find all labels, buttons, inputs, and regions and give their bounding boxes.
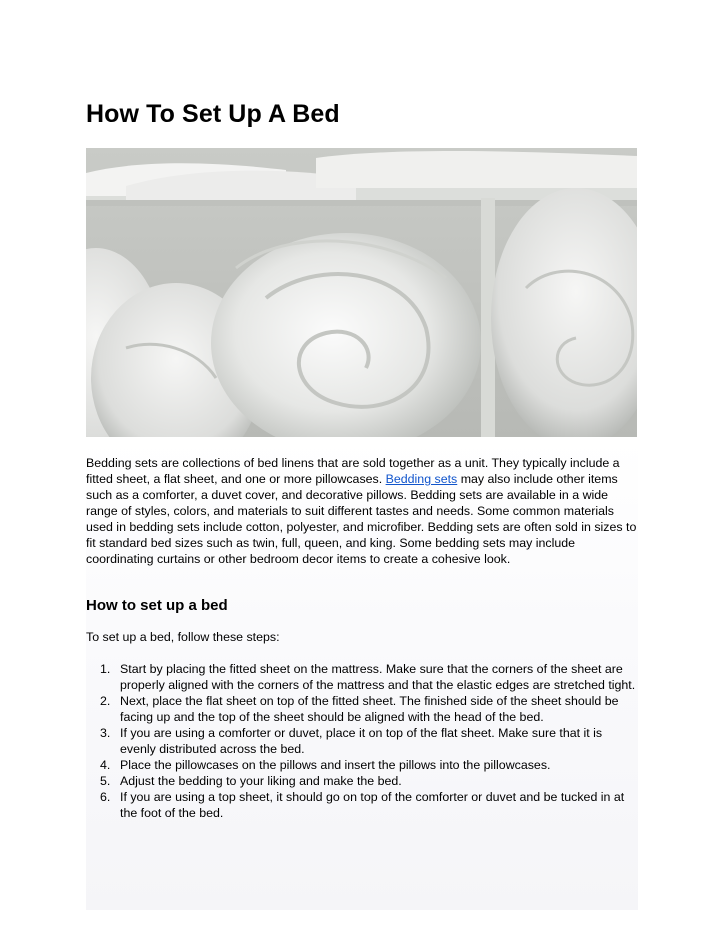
step-text: Next, place the flat sheet on top of the fitted sheet. The finished side of the sheet should be facing up and the top of the sheet should be aligned with the head of the bed. <box>120 694 619 724</box>
steps-list <box>86 661 638 821</box>
page-title: How To Set Up A Bed <box>86 100 340 128</box>
step-text: Place the pillowcases on the pillows and insert the pillows into the pillowcases. <box>120 758 551 772</box>
step-number: 1. <box>100 662 111 676</box>
step-text: Start by placing the fitted sheet on the mattress. Make sure that the corners of the sheet are properly aligned with the corners of the mattress and that the elastic edges are stretched tight. <box>120 662 636 692</box>
intro-text-before-link: Bedding sets are collections of bed linens that are sold together as a unit. They typically include a fitted sheet, a flat sheet, and one or more pillowcases. <box>86 456 620 486</box>
list-item <box>86 725 638 757</box>
list-item <box>86 757 638 773</box>
step-number: 5. <box>100 774 111 788</box>
list-item <box>86 773 638 789</box>
step-text: If you are using a top sheet, it should go on top of the comforter or duvet and be tucked in at the foot of the bed. <box>120 790 625 820</box>
step-text: Adjust the bedding to your liking and make the bed. <box>120 774 402 788</box>
list-item <box>86 789 638 821</box>
intro-text-after-link: may also include other items such as a comforter, a duvet cover, and decorative pillows. Bedding sets are available in a wide range of styles, colors, and materials to suit different tastes and needs. Some common materials used in bedding sets include cotton, polyester, and microfiber. Bedding sets are often sold in sizes to fit standard bed sizes such as twin, full, queen, and king. Some bedding sets may include coordinating curtains or other bedroom decor items to create a cohesive look. <box>86 472 637 566</box>
step-number: 3. <box>100 726 111 740</box>
list-item <box>86 661 638 693</box>
step-number: 6. <box>100 790 111 804</box>
step-text: If you are using a comforter or duvet, place it on top of the flat sheet. Make sure that it is evenly distributed across the bed. <box>120 726 603 756</box>
list-item <box>86 693 638 725</box>
steps-lead: To set up a bed, follow these steps: <box>86 630 280 644</box>
step-number: 4. <box>100 758 111 772</box>
section-heading: How to set up a bed <box>86 597 228 614</box>
step-number: 2. <box>100 694 111 708</box>
bedding-sets-link[interactable]: Bedding sets <box>385 472 458 486</box>
intro-paragraph <box>86 455 638 567</box>
rolled-duvets-photo <box>86 148 637 437</box>
